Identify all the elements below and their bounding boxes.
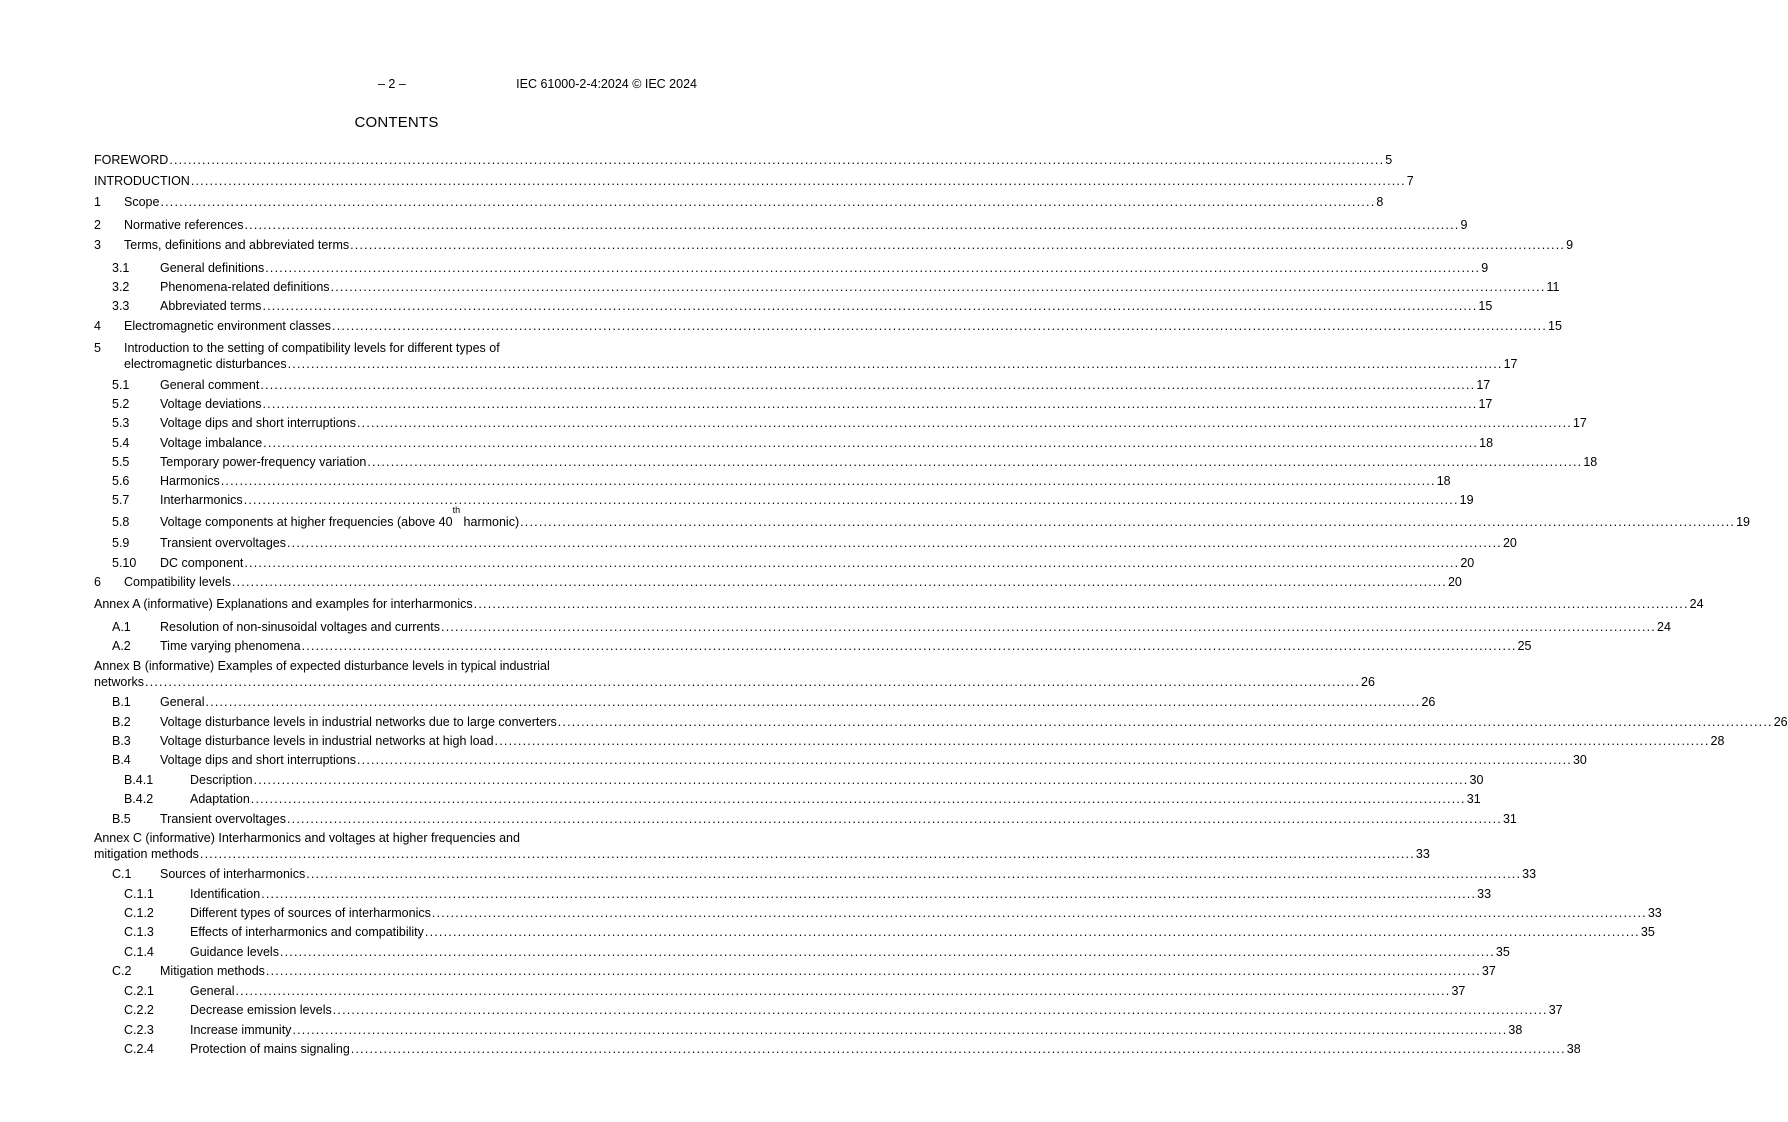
toc-number: B.2 xyxy=(112,715,131,729)
toc-page-number: 17 xyxy=(1572,416,1587,430)
toc-entry[interactable] xyxy=(94,694,1436,710)
toc-title: Voltage disturbance levels in industrial networks at high load xyxy=(160,734,494,748)
toc-title: Voltage disturbance levels in industrial networks due to large converters xyxy=(160,715,557,729)
toc-page-number: 17 xyxy=(1503,357,1518,371)
toc-entry[interactable] xyxy=(94,619,1671,635)
dot-leader: .................................................................................................................................................................................................................................................................... xyxy=(243,493,1459,507)
dot-leader: .................................................................................................................................................................................................................................................................... xyxy=(292,1023,1508,1037)
toc-entry[interactable] xyxy=(94,194,1384,210)
toc-entry[interactable] xyxy=(94,1041,1581,1057)
toc-title: Phenomena-related definitions xyxy=(160,280,330,294)
toc-entry[interactable] xyxy=(94,152,1393,168)
toc-page-number: 18 xyxy=(1436,474,1451,488)
dot-leader: .................................................................................................................................................................................................................................................................... xyxy=(190,174,1406,188)
toc-page-number: 11 xyxy=(1546,280,1560,294)
dot-leader: .................................................................................................................................................................................................................................................................... xyxy=(169,153,1385,167)
toc-page-number: 18 xyxy=(1583,455,1598,469)
toc-title: Compatibility levels xyxy=(124,575,231,589)
toc-title: Voltage deviations xyxy=(160,397,262,411)
toc-title: Guidance levels xyxy=(190,945,279,959)
toc-number: 5 xyxy=(94,341,101,355)
toc-page-number: 37 xyxy=(1481,964,1496,978)
toc-title: Effects of interharmonics and compatibility xyxy=(190,925,424,939)
toc-entry[interactable] xyxy=(94,1002,1563,1018)
dot-leader: .................................................................................................................................................................................................................................................................... xyxy=(244,218,1460,232)
dot-leader: .................................................................................................................................................................................................................................................................... xyxy=(220,474,1436,488)
dot-leader: .................................................................................................................................................................................................................................................................... xyxy=(356,416,1572,430)
toc-entry[interactable] xyxy=(94,454,1598,470)
toc-title: Transient overvoltages xyxy=(160,536,286,550)
toc-entry-line xyxy=(94,340,698,356)
dot-leader: .................................................................................................................................................................................................................................................................... xyxy=(250,792,1466,806)
toc-page-number: 20 xyxy=(1447,575,1462,589)
toc-title: Electromagnetic environment classes xyxy=(124,319,332,333)
toc-page-number: 17 xyxy=(1478,397,1493,411)
toc-page-number: 17 xyxy=(1476,378,1491,392)
toc-number: C.1.3 xyxy=(124,925,154,939)
toc-number: 3.2 xyxy=(112,280,130,294)
toc-number: 5.1 xyxy=(112,378,130,392)
toc-entry[interactable] xyxy=(94,492,1474,508)
toc-entry[interactable] xyxy=(94,555,1475,571)
dot-leader: .................................................................................................................................................................................................................................................................... xyxy=(473,597,1689,611)
dot-leader: .................................................................................................................................................................................................................................................................... xyxy=(330,280,1546,294)
toc-entry[interactable] xyxy=(94,1022,1523,1038)
toc-number: C.1.2 xyxy=(124,906,154,920)
toc-entry[interactable] xyxy=(94,924,1655,940)
toc-page-number: 35 xyxy=(1640,925,1655,939)
toc-entry[interactable] xyxy=(94,596,1704,612)
toc-number: B.4.1 xyxy=(124,773,154,787)
toc-number: 5.9 xyxy=(112,536,130,550)
toc-number: B.4.2 xyxy=(124,792,154,806)
toc-entry[interactable] xyxy=(94,963,1496,979)
toc-title: Different types of sources of interharmonics xyxy=(190,906,431,920)
toc-title: Annex B (informative) Examples of expected disturbance levels in typical industrial xyxy=(94,659,550,673)
toc-page-number: 24 xyxy=(1657,620,1671,634)
toc-title: Normative references xyxy=(124,218,244,232)
toc-number: 3 xyxy=(94,238,101,252)
toc-title: Voltage components at higher frequencies (above 40th harmonic) xyxy=(160,505,520,529)
toc-number: B.4 xyxy=(112,753,131,767)
toc-page-number: 38 xyxy=(1566,1042,1581,1056)
toc-title: Time varying phenomena xyxy=(160,639,301,653)
toc-title: Harmonics xyxy=(160,474,220,488)
toc-title: Temporary power-frequency variation xyxy=(160,455,367,469)
toc-number: C.2.4 xyxy=(124,1042,154,1056)
toc-title: Voltage imbalance xyxy=(160,436,263,450)
toc-number: A.2 xyxy=(112,639,131,653)
toc-title: Transient overvoltages xyxy=(160,812,286,826)
page-number: – 2 – xyxy=(378,77,406,91)
dot-leader: .................................................................................................................................................................................................................................................................... xyxy=(350,1042,1566,1056)
toc-number: A.1 xyxy=(112,620,131,634)
toc-entry[interactable] xyxy=(94,173,1414,189)
toc-entry[interactable] xyxy=(94,791,1481,807)
toc-number: B.1 xyxy=(112,695,131,709)
dot-leader: .................................................................................................................................................................................................................................................................... xyxy=(205,695,1421,709)
toc-title: Sources of interharmonics xyxy=(160,867,306,881)
dot-leader: .................................................................................................................................................................................................................................................................... xyxy=(350,238,1566,252)
toc-page-number: 19 xyxy=(1459,493,1474,507)
toc-page-number: 33 xyxy=(1477,887,1492,901)
dot-leader: .................................................................................................................................................................................................................................................................... xyxy=(263,436,1479,450)
toc-page-number: 31 xyxy=(1466,792,1481,806)
toc-entry[interactable] xyxy=(94,535,1517,551)
toc-title: Introduction to the setting of compatibility levels for different types of xyxy=(124,341,500,355)
dot-leader: .................................................................................................................................................................................................................................................................... xyxy=(235,984,1451,998)
toc-number: 5.5 xyxy=(112,455,130,469)
dot-leader: .................................................................................................................................................................................................................................................................... xyxy=(494,734,1710,748)
toc-number: C.1 xyxy=(112,867,132,881)
page-header xyxy=(0,77,793,93)
toc-entry[interactable] xyxy=(94,396,1493,412)
dot-leader: .................................................................................................................................................................................................................................................................... xyxy=(332,1003,1548,1017)
dot-leader: .................................................................................................................................................................................................................................................................... xyxy=(441,620,1656,634)
toc-page-number: 20 xyxy=(1460,556,1475,570)
toc-page-number: 38 xyxy=(1508,1023,1523,1037)
toc-number: C.2.3 xyxy=(124,1023,154,1037)
toc-entry[interactable] xyxy=(94,279,1560,295)
toc-number: 5.6 xyxy=(112,474,130,488)
toc-number: 5.7 xyxy=(112,493,130,507)
toc-entry-line xyxy=(94,658,698,674)
toc-entry[interactable] xyxy=(94,714,1788,730)
dot-leader: .................................................................................................................................................................................................................................................................... xyxy=(557,715,1773,729)
toc-page-number: 26 xyxy=(1421,695,1436,709)
toc-number: C.2.1 xyxy=(124,984,154,998)
dot-leader: .................................................................................................................................................................................................................................................................... xyxy=(262,299,1478,313)
dot-leader: .................................................................................................................................................................................................................................................................... xyxy=(261,887,1477,901)
toc-page-number: 33 xyxy=(1522,867,1537,881)
toc-page-number: 26 xyxy=(1773,715,1788,729)
dot-leader: .................................................................................................................................................................................................................................................................... xyxy=(332,319,1548,333)
toc-number: 5.3 xyxy=(112,416,130,430)
toc-title: General xyxy=(190,984,235,998)
dot-leader: .................................................................................................................................................................................................................................................................... xyxy=(424,925,1640,939)
toc-number: C.2.2 xyxy=(124,1003,154,1017)
toc-entry[interactable] xyxy=(94,733,1725,749)
toc-number: 4 xyxy=(94,319,101,333)
dot-leader: .................................................................................................................................................................................................................................................................... xyxy=(160,195,1376,209)
toc-page-number: 30 xyxy=(1572,753,1587,767)
toc-entry[interactable] xyxy=(94,772,1484,788)
toc-entry[interactable] xyxy=(94,905,1662,921)
toc-number: 1 xyxy=(94,195,101,209)
toc-page-number: 35 xyxy=(1495,945,1510,959)
toc-page-number: 26 xyxy=(1361,675,1375,689)
toc-entry[interactable] xyxy=(94,217,1468,233)
toc-title: Abbreviated terms xyxy=(160,299,262,313)
toc-entry[interactable] xyxy=(94,944,1510,960)
toc-entry[interactable] xyxy=(94,473,1451,489)
dot-leader: .................................................................................................................................................................................................................................................................... xyxy=(287,357,1503,371)
dot-leader: .................................................................................................................................................................................................................................................................... xyxy=(262,397,1478,411)
toc-page-number: 15 xyxy=(1478,299,1493,313)
toc-number: 5.10 xyxy=(112,556,137,570)
toc-page-number: 25 xyxy=(1517,639,1532,653)
toc-number: C.1.4 xyxy=(124,945,154,959)
toc-number: B.5 xyxy=(112,812,131,826)
toc-title: Increase immunity xyxy=(190,1023,292,1037)
toc-page-number: 24 xyxy=(1689,597,1704,611)
toc-page-number: 5 xyxy=(1385,153,1393,167)
dot-leader: .................................................................................................................................................................................................................................................................... xyxy=(356,753,1572,767)
toc-entry[interactable] xyxy=(94,260,1489,276)
toc-title: Voltage dips and short interruptions xyxy=(160,753,356,767)
toc-title: Adaptation xyxy=(190,792,250,806)
toc-number: 6 xyxy=(94,575,101,589)
dot-leader: .................................................................................................................................................................................................................................................................... xyxy=(265,261,1481,275)
toc-number: 5.4 xyxy=(112,436,130,450)
toc-title: Resolution of non-sinusoidal voltages and currents xyxy=(160,620,441,634)
document-id: IEC 61000-2-4:2024 © IEC 2024 xyxy=(516,77,697,91)
toc-title: networks xyxy=(94,675,145,689)
toc-entry[interactable] xyxy=(94,505,1750,530)
dot-leader: .................................................................................................................................................................................................................................................................... xyxy=(253,773,1469,787)
toc-title: General definitions xyxy=(160,261,265,275)
toc-entry[interactable] xyxy=(94,638,1532,654)
toc-title: mitigation methods xyxy=(94,847,199,861)
toc-number: 3.1 xyxy=(112,261,130,275)
toc-entry-line xyxy=(94,830,698,846)
toc-page-number: 8 xyxy=(1376,195,1384,209)
toc-title: DC component xyxy=(160,556,244,570)
toc-number: C.2 xyxy=(112,964,132,978)
toc-page-number: 19 xyxy=(1736,515,1750,529)
toc-number: 5.8 xyxy=(112,515,130,529)
toc-entry[interactable] xyxy=(94,846,1430,862)
toc-number: B.3 xyxy=(112,734,131,748)
dot-leader: .................................................................................................................................................................................................................................................................... xyxy=(306,867,1522,881)
toc-entry[interactable] xyxy=(94,318,1562,334)
toc-title: General xyxy=(160,695,205,709)
toc-page-number: 18 xyxy=(1479,436,1494,450)
toc-page-number: 37 xyxy=(1548,1003,1563,1017)
dot-leader: .................................................................................................................................................................................................................................................................... xyxy=(244,556,1460,570)
dot-leader: .................................................................................................................................................................................................................................................................... xyxy=(231,575,1447,589)
page-title: CONTENTS xyxy=(354,114,439,131)
toc-entry[interactable] xyxy=(94,811,1517,827)
dot-leader: .................................................................................................................................................................................................................................................................... xyxy=(145,675,1360,689)
dot-leader: .................................................................................................................................................................................................................................................................... xyxy=(431,906,1647,920)
toc-page-number: 33 xyxy=(1647,906,1662,920)
toc-title: Decrease emission levels xyxy=(190,1003,332,1017)
toc-title: Description xyxy=(190,773,253,787)
toc-entry[interactable] xyxy=(94,415,1587,431)
toc-entry[interactable] xyxy=(94,298,1493,314)
toc-page-number: 33 xyxy=(1415,847,1430,861)
toc-number: 2 xyxy=(94,218,101,232)
toc-page-number: 30 xyxy=(1469,773,1484,787)
dot-leader: .................................................................................................................................................................................................................................................................... xyxy=(520,515,1736,529)
toc-page-number: 15 xyxy=(1548,319,1562,333)
toc-page-number: 28 xyxy=(1710,734,1725,748)
toc-title: FOREWORD xyxy=(94,153,169,167)
toc-title: Terms, definitions and abbreviated terms xyxy=(124,238,350,252)
toc-page-number: 9 xyxy=(1481,261,1489,275)
toc-page-number: 7 xyxy=(1406,174,1414,188)
toc-number: 5.2 xyxy=(112,397,130,411)
dot-leader: .................................................................................................................................................................................................................................................................... xyxy=(367,455,1583,469)
toc-title: Identification xyxy=(190,887,261,901)
toc-entry[interactable] xyxy=(94,866,1537,882)
toc-title: electromagnetic disturbances xyxy=(124,357,287,371)
toc-title: Voltage dips and short interruptions xyxy=(160,416,356,430)
toc-entry[interactable] xyxy=(94,377,1491,393)
toc-entry[interactable] xyxy=(94,435,1494,451)
toc-title: Annex C (informative) Interharmonics and voltages at higher frequencies and xyxy=(94,831,520,845)
toc-title: Scope xyxy=(124,195,160,209)
dot-leader: .................................................................................................................................................................................................................................................................... xyxy=(301,639,1517,653)
toc-page-number: 9 xyxy=(1460,218,1468,232)
toc-title: General comment xyxy=(160,378,260,392)
toc-entry[interactable] xyxy=(94,752,1587,768)
dot-leader: .................................................................................................................................................................................................................................................................... xyxy=(265,964,1481,978)
toc-page-number: 20 xyxy=(1502,536,1517,550)
toc-title: INTRODUCTION xyxy=(94,174,190,188)
toc-number: C.1.1 xyxy=(124,887,154,901)
dot-leader: .................................................................................................................................................................................................................................................................... xyxy=(279,945,1495,959)
toc-entry[interactable] xyxy=(94,886,1492,902)
toc-title: Annex A (informative) Explanations and examples for interharmonics xyxy=(94,597,473,611)
toc-number: 3.3 xyxy=(112,299,130,313)
toc-entry[interactable] xyxy=(94,574,1462,590)
toc-entry[interactable] xyxy=(94,674,1375,690)
dot-leader: .................................................................................................................................................................................................................................................................... xyxy=(287,536,1502,550)
toc-page-number: 37 xyxy=(1451,984,1466,998)
toc-page-number: 9 xyxy=(1566,238,1574,252)
toc-title: Interharmonics xyxy=(160,493,243,507)
toc-page-number: 31 xyxy=(1502,812,1517,826)
toc-entry[interactable] xyxy=(94,356,1518,372)
dot-leader: .................................................................................................................................................................................................................................................................... xyxy=(199,847,1415,861)
toc-title: Mitigation methods xyxy=(160,964,265,978)
toc-entry[interactable] xyxy=(94,983,1466,999)
toc-entry[interactable] xyxy=(94,237,1574,253)
dot-leader: .................................................................................................................................................................................................................................................................... xyxy=(260,378,1476,392)
dot-leader: .................................................................................................................................................................................................................................................................... xyxy=(287,812,1502,826)
toc-title: Protection of mains signaling xyxy=(190,1042,350,1056)
